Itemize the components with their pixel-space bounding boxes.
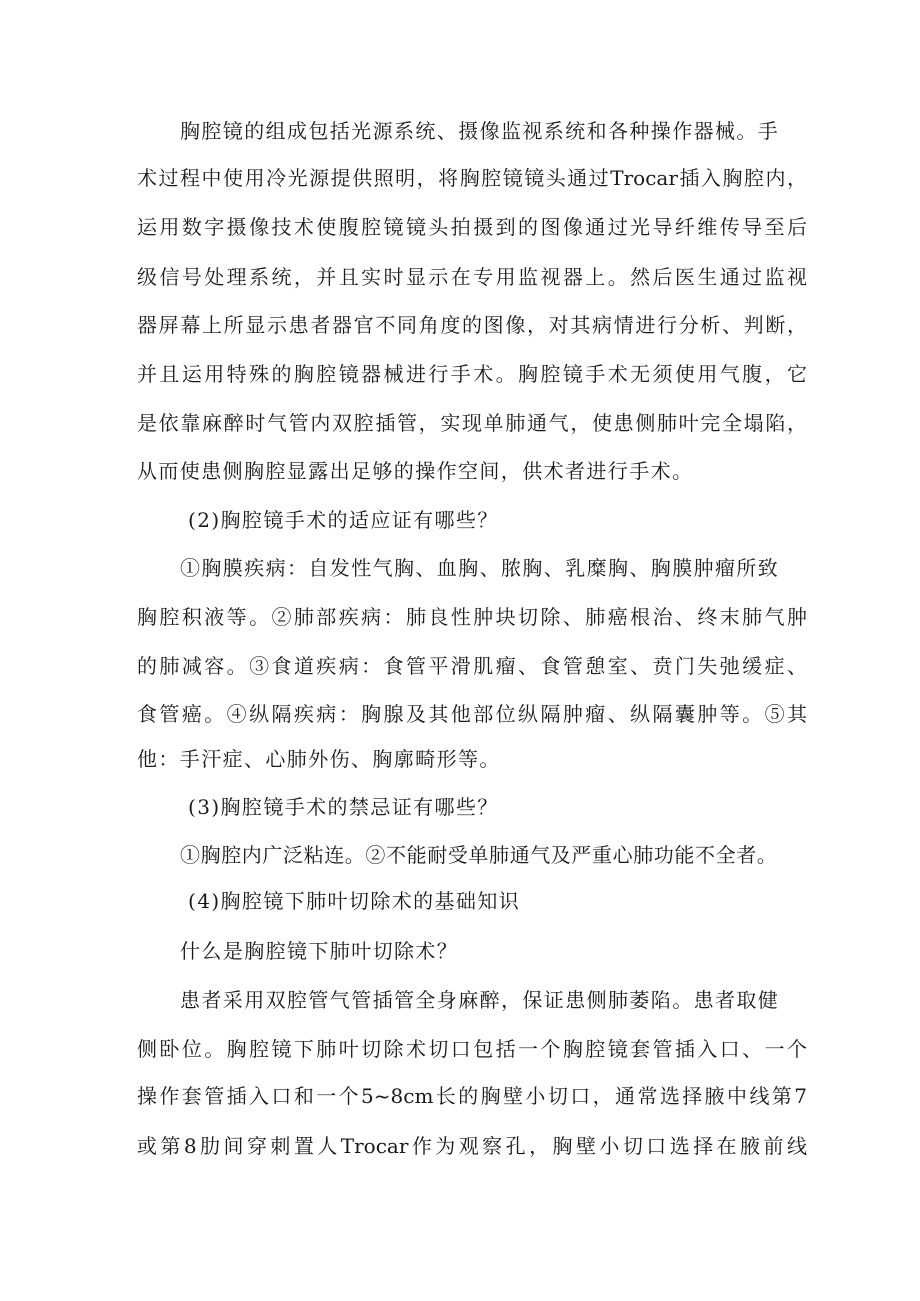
paragraph-1-line-8: 从而使患侧胸腔显露出足够的操作空间，供术者进行手术。 — [137, 459, 694, 483]
paragraph-1-line-7: 是依靠麻醉时气管内双腔插管，实现单肺通气，使患侧肺叶完全塌陷， — [137, 411, 807, 435]
paragraph-1-line-4: 级信号处理系统，并且实时显示在专用监视器上。然后医生通过监视 — [137, 265, 807, 289]
paragraph-4-line-4: 或第8肋间穿刺置人Trocar作为观察孔，胸壁小切口选择在腋前线 — [137, 1134, 807, 1158]
heading-indications: (2)胸腔镜手术的适应证有哪些？ — [188, 508, 499, 532]
paragraph-1-line-2: 术过程中使用冷光源提供照明，将胸腔镜镜头通过Trocar插入胸腔内， — [137, 166, 807, 190]
paragraph-2-line-1: ①胸膜疾病：自发性气胸、血胸、脓胸、乳糜胸、胸膜肿瘤所致 — [180, 556, 780, 580]
heading-contraindications: (3)胸腔镜手术的禁忌证有哪些？ — [188, 795, 499, 819]
paragraph-2-line-5: 他：手汗症、心肺外伤、胸廓畸形等。 — [137, 747, 501, 771]
heading-lobectomy-basics: (4)胸腔镜下肺叶切除术的基础知识 — [188, 889, 521, 913]
paragraph-1-line-5: 器屏幕上所显示患者器官不同角度的图像，对其病情进行分析、判断， — [137, 313, 807, 337]
paragraph-3-line-1: ①胸腔内广泛粘连。②不能耐受单肺通气及严重心肺功能不全者。 — [180, 843, 778, 867]
paragraph-2-line-2: 胸腔积液等。②肺部疾病：肺良性肿块切除、肺癌根治、终末肺气肿 — [137, 605, 807, 629]
paragraph-2-line-3: 的肺减容。③食道疾病：食管平滑肌瘤、食管憩室、贲门失弛缓症、 — [137, 654, 807, 678]
paragraph-4-line-1: 患者采用双腔管气管插管全身麻醉，保证患侧肺萎陷。患者取健 — [180, 988, 780, 1012]
paragraph-1-line-1: 胸腔镜的组成包括光源系统、摄像监视系统和各种操作器械。手 — [180, 119, 780, 143]
subheading-what-is-lobectomy: 什么是胸腔镜下肺叶切除术？ — [180, 939, 459, 963]
paragraph-1-line-3: 运用数字摄像技术使腹腔镜镜头拍摄到的图像通过光导纤维传导至后 — [137, 215, 807, 239]
paragraph-4-line-3: 操作套管插入口和一个5~8cm长的胸壁小切口，通常选择腋中线第7 — [137, 1084, 807, 1108]
paragraph-2-line-4: 食管癌。④纵隔疾病：胸腺及其他部位纵隔肿瘤、纵隔囊肿等。⑤其 — [137, 702, 807, 726]
paragraph-4-line-2: 侧卧位。胸腔镜下肺叶切除术切口包括一个胸腔镜套管插入口、一个 — [137, 1037, 807, 1061]
paragraph-1-line-6: 并且运用特殊的胸腔镜器械进行手术。胸腔镜手术无须使用气腹，它 — [137, 362, 807, 386]
